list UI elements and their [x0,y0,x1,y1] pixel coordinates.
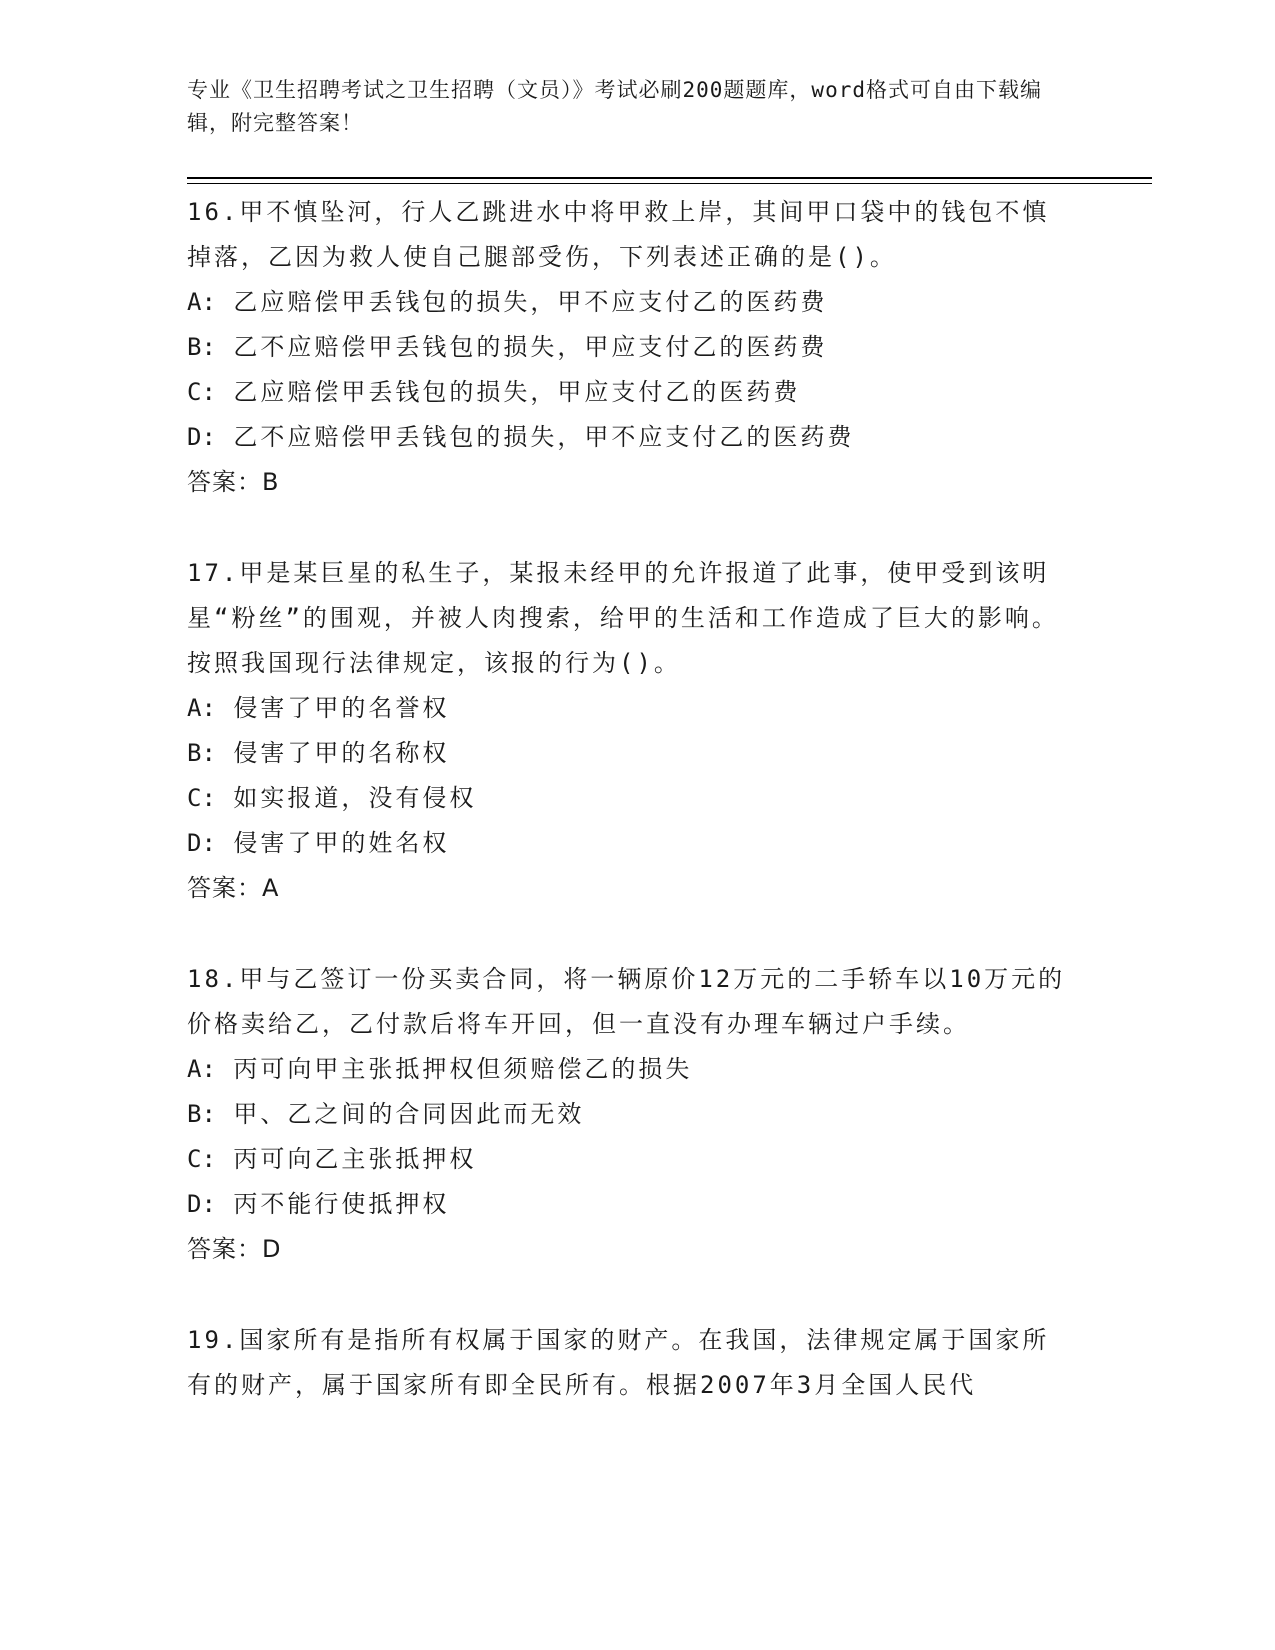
question-16 [187,190,1067,505]
option-a [187,280,1067,325]
option-text: 丙可向乙主张抵押权 [233,1145,477,1173]
option-d [187,1182,1067,1227]
option-letter: A: [187,1055,216,1083]
question-stem: 17.甲是某巨星的私生子，某报未经甲的允许报道了此事，使甲受到该明星“粉丝”的围观，并被人肉搜索，给甲的生活和工作造成了巨大的影响。按照我国现行法律规定，该报的行为()。 [187,559,1059,677]
question-stem: 18.甲与乙签订一份买卖合同，将一辆原价12万元的二手轿车以10万元的价格卖给乙，乙付款后将车开回，但一直没有办理车辆过户手续。 [187,965,1066,1038]
option-letter: B: [187,739,216,767]
option-d [187,821,1067,866]
option-letter: D: [187,423,216,451]
option-letter: C: [187,378,216,406]
option-text: 如实报道，没有侵权 [233,784,477,812]
option-letter: B: [187,333,216,361]
question-19 [187,1318,1067,1408]
option-text: 侵害了甲的姓名权 [233,829,450,857]
header-intro: 专业《卫生招聘考试之卫生招聘（文员）》考试必刷200题题库，word格式可自由下载编辑，附完整答案！ [187,78,1042,135]
question-stem: 16.甲不慎坠河，行人乙跳进水中将甲救上岸，其间甲口袋中的钱包不慎掉落，乙因为救人使自己腿部受伤，下列表述正确的是()。 [187,198,1050,271]
option-text: 丙可向甲主张抵押权但须赔偿乙的损失 [233,1055,693,1083]
option-letter: A: [187,288,216,316]
answer-line: 答案：D [187,1235,282,1263]
header-divider-thick [187,177,1152,179]
question-18 [187,957,1067,1272]
option-text: 侵害了甲的名誉权 [233,694,450,722]
document-header [187,74,1067,140]
option-text: 侵害了甲的名称权 [233,739,450,767]
question-stem: 19.国家所有是指所有权属于国家的财产。在我国，法律规定属于国家所有的财产，属于国家所有即全民所有。根据2007年3月全国人民代 [187,1326,1050,1399]
option-text: 乙应赔偿甲丢钱包的损失，甲不应支付乙的医药费 [233,288,828,316]
option-letter: A: [187,694,216,722]
option-b [187,1092,1067,1137]
option-b [187,325,1067,370]
option-text: 甲、乙之间的合同因此而无效 [233,1100,585,1128]
option-text: 乙不应赔偿甲丢钱包的损失，甲不应支付乙的医药费 [233,423,855,451]
option-letter: D: [187,1190,216,1218]
option-letter: B: [187,1100,216,1128]
option-letter: C: [187,784,216,812]
option-a [187,686,1067,731]
option-letter: C: [187,1145,216,1173]
option-letter: D: [187,829,216,857]
option-c [187,1137,1067,1182]
question-list [187,190,1067,1454]
option-text: 丙不能行使抵押权 [233,1190,450,1218]
answer-line: 答案：A [187,874,280,902]
option-text: 乙不应赔偿甲丢钱包的损失，甲应支付乙的医药费 [233,333,828,361]
option-d [187,415,1067,460]
question-17 [187,551,1067,911]
option-text: 乙应赔偿甲丢钱包的损失，甲应支付乙的医药费 [233,378,801,406]
header-divider-thin [187,183,1152,184]
answer-line: 答案：B [187,468,280,496]
option-c [187,370,1067,415]
option-b [187,731,1067,776]
option-a [187,1047,1067,1092]
option-c [187,776,1067,821]
